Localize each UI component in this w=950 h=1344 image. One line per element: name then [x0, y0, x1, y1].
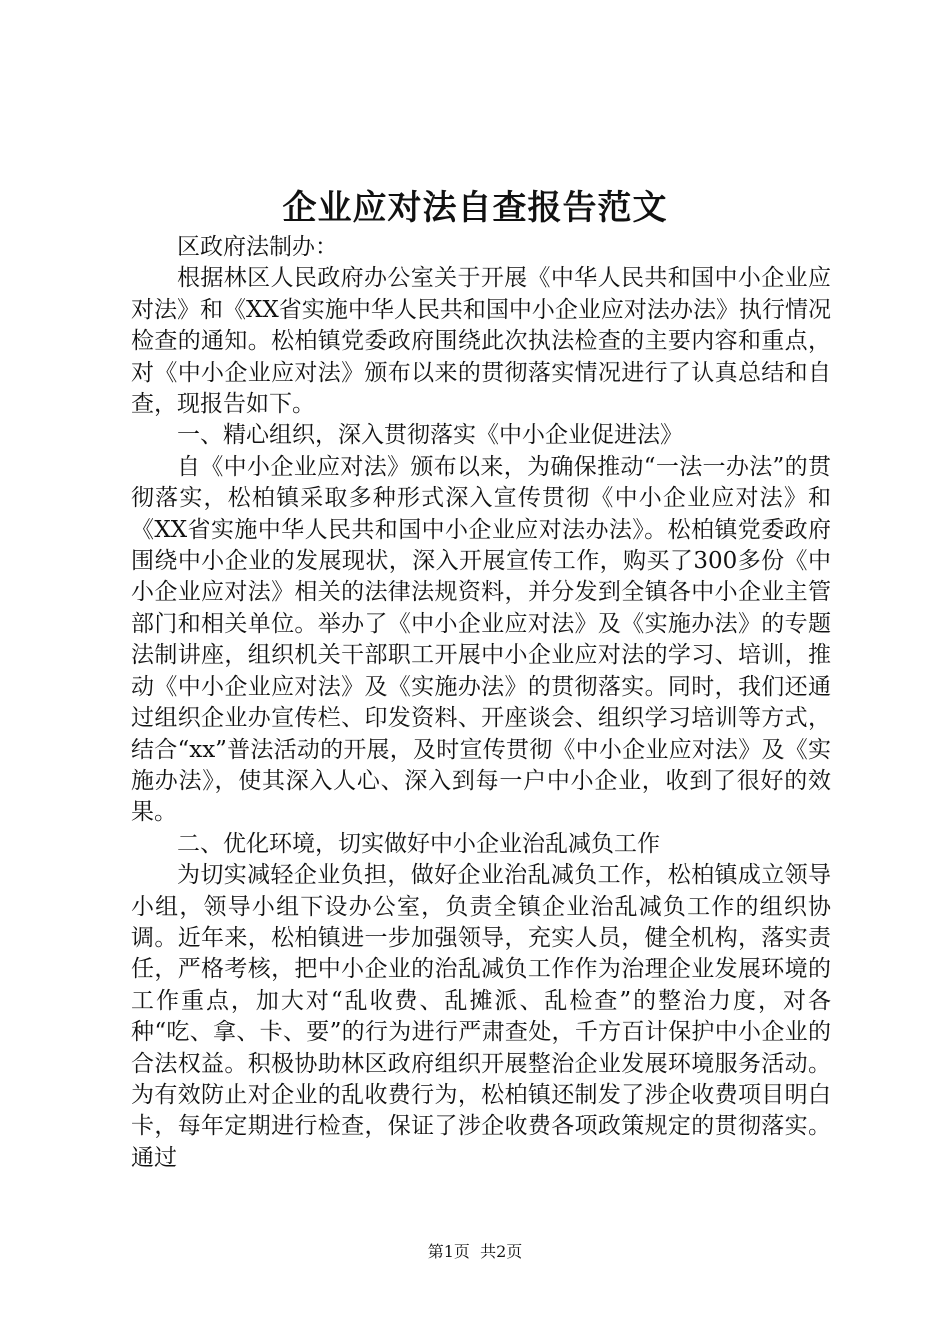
section-1-paragraph: 自《中小企业应对法》颁布以来，为确保推动“一法一办法”的贯彻落实，松柏镇采取多种形式深入宣传贯彻《中小企业应对法》和《XX省实施中华人民共和国中小企业应对法办法》。松柏镇党委政府围绕中小企业的发展现状，深入开展宣传工作，购买了300多份《中小企业应对法》相关的法律法规资料，并分发到全镇各中小企业主管部门和相关单位。举办了《中小企业应对法》及《实施办法》的专题法制讲座，组织机关干部职工开展中小企业应对法的学习、培训，推动《中小企业应对法》及《实施办法》的贯彻落实。同时，我们还通过组织企业办宣传栏、印发资料、开座谈会、组织学习培训等方式，结合“xx”普法活动的开展，及时宣传贯彻《中小企业应对法》及《实施办法》，使其深入人心、深入到每一户中小企业，收到了很好的效果。 — [131, 453, 831, 826]
section-heading-2: 二、优化环境，切实做好中小企业治乱减负工作 — [177, 830, 660, 857]
intro-paragraph: 根据林区人民政府办公室关于开展《中华人民共和国中小企业应对法》和《XX省实施中华人民共和国中小企业应对法办法》执行情况检查的通知。松柏镇党委政府围绕此次执法检查的主要内容和重点，对《中小企业应对法》颁布以来的贯彻落实情况进行了认真总结和自查，现报告如下。 — [131, 265, 831, 418]
document-title: 企业应对法自查报告范文 — [282, 188, 668, 228]
section-heading-1: 一、精心组织，深入贯彻落实《中小企业促进法》 — [177, 422, 683, 449]
page-footer — [0, 1242, 950, 1262]
page-number: 第1页 — [427, 1242, 470, 1261]
salutation: 区政府法制办： — [177, 234, 338, 260]
page-total: 共2页 — [480, 1242, 523, 1261]
section-2-paragraph: 为切实减轻企业负担，做好企业治乱减负工作，松柏镇成立领导小组，领导小组下设办公室，负责全镇企业治乱减负工作的组织协调。近年来，松柏镇进一步加强领导，充实人员，健全机构，落实责任，严格考核，把中小企业的治乱减负工作作为治理企业发展环境的工作重点，加大对“乱收费、乱摊派、乱检查”的整治力度，对各种“吃、拿、卡、要”的行为进行严肃查处，千方百计保护中小企业的合法权益。积极协助林区政府组织开展整治企业发展环境服务活动。为有效防止对企业的乱收费行为，松柏镇还制发了涉企收费项目明白卡，每年定期进行检查，保证了涉企收费各项政策规定的贯彻落实。通过 — [131, 862, 831, 1171]
document-body — [131, 232, 831, 1174]
